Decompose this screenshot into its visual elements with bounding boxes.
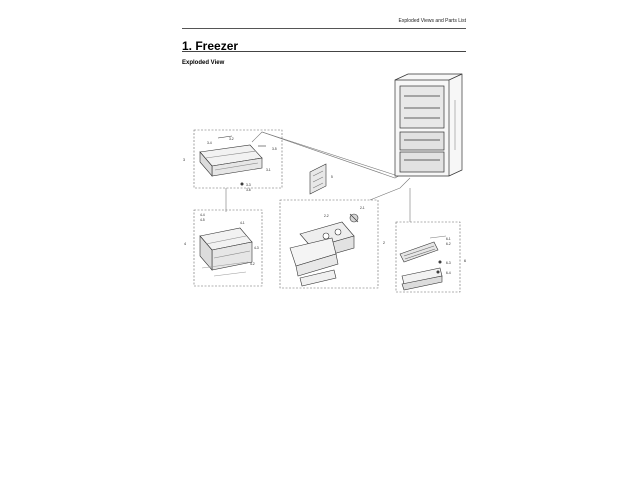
callout-3-4: 3-4: [207, 141, 212, 145]
callout-6-4: 6-4: [446, 271, 451, 275]
lower-drawer-basket: [200, 228, 252, 276]
callout-4-4: 4-4: [200, 213, 205, 217]
callout-4-3: 4-3: [254, 246, 259, 250]
divider-part: [310, 164, 326, 194]
callout-3-1: 3-1: [266, 168, 271, 172]
callout-3-2: 3-2: [229, 137, 234, 141]
cover-assembly: [400, 236, 446, 290]
callout-2-1: 2-1: [360, 206, 365, 210]
icemaker-assembly: [290, 214, 358, 286]
callout-4-2: 4-2: [250, 262, 255, 266]
callout-3: 3: [183, 158, 185, 162]
callout-5: 5: [331, 175, 333, 179]
page-title: 1. Freezer: [182, 39, 239, 53]
callout-3-6: 3-6: [246, 188, 251, 192]
callout-4-5: 4-5: [200, 218, 205, 222]
callout-6-1: 6-1: [446, 237, 451, 241]
callout-4: 4: [184, 242, 186, 246]
section-subtitle: Exploded View: [182, 60, 225, 66]
callout-4-1: 4-1: [240, 221, 245, 225]
callout-3-3: 3-3: [246, 183, 251, 187]
refrigerator-body: [395, 74, 462, 176]
callout-3-5: 3-5: [272, 147, 277, 151]
callout-6-2: 6-2: [446, 242, 451, 246]
callout-6: 6: [464, 259, 466, 263]
callout-2: 2: [383, 241, 385, 245]
page-header: Exploded Views and Parts List: [398, 18, 466, 24]
callout-6-3: 6-3: [446, 261, 451, 265]
callout-2-2: 2-2: [324, 214, 329, 218]
